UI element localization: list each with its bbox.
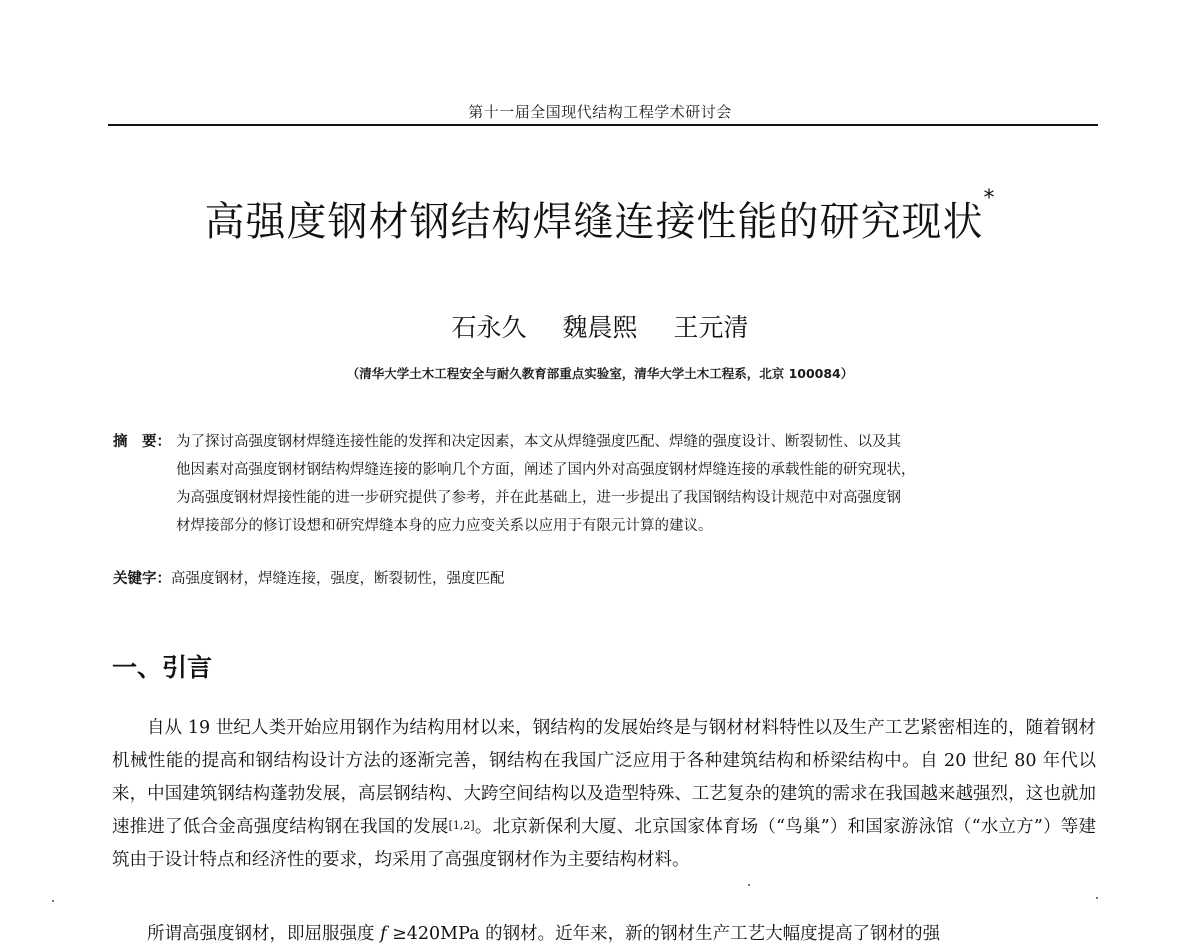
abstract-line: 他因素对高强度钢材钢结构焊缝连接的影响几个方面，阐述了国内外对高强度钢材焊缝连接的承载性能的研究现状， [176,462,916,478]
section-heading: 一、引言 [112,653,213,682]
scan-artifact [1096,897,1098,899]
affiliation: （清华大学土木工程安全与耐久教育部重点实验室，清华大学土木工程系，北京 100084） [346,366,854,381]
paragraph-text: 所谓高强度钢材，即屈服强度 [147,924,381,944]
author-name: 魏晨熙 [562,313,638,342]
paper-title [0,186,1200,247]
body-paragraph [112,712,1096,877]
keywords-value: 高强度钢材，焊缝连接，强度，断裂韧性，强度匹配 [171,571,505,587]
author-name: 石永久 [451,313,527,342]
paragraph-text: 。北京新保利大厦、北京国家体育场（“鸟巢”）和国家游泳馆（“水立方”）等建筑由于设计特点和经济性的要求，均采用了高强度钢材作为主要结构材料。 [112,817,1096,870]
author-list [0,308,1200,344]
math-symbol: f [380,924,387,944]
paper-title-text: 高强度钢材钢结构焊缝连接性能的研究现状 [204,199,984,245]
paragraph-text: 自从 19 世纪人类开始应用钢作为结构用材以来，钢结构的发展始终是与钢材材料特性以及生产工艺紧密相连的，随着钢材机械性能的提高和钢结构设计方法的逐渐完善，钢结构在我国广泛应用于各种建筑结构和桥梁结构中。自 20 世纪 80 年代以来，中国建筑钢结构蓬勃发展，高层钢结构、大跨空间结构以及造型特殊、工艺复杂的建筑的需求在我国越来越强烈，这也就加速推进了低合金高强度结构钢在我国的发展 [112,718,1096,837]
running-header: 第十一届全国现代结构工程学术研讨会 [468,103,732,121]
keywords [113,568,505,590]
scan-artifact [52,900,54,902]
abstract-body [176,428,1095,540]
title-footnote-mark: * [983,186,996,211]
abstract-line: 为了探讨高强度钢材焊缝连接性能的发挥和决定因素，本文从焊缝强度匹配、焊缝的强度设计、断裂韧性、以及其 [176,434,901,450]
abstract [113,428,1095,540]
abstract-label: 摘 要： [113,434,171,450]
abstract-line: 材焊接部分的修订设想和研究焊缝本身的应力应变关系以应用于有限元计算的建议。 [176,518,713,534]
keywords-label: 关键字： [113,571,171,587]
paragraph-text: ≥420MPa 的钢材。近年来，新的钢材生产工艺大幅度提高了钢材的强 [386,924,941,944]
author-name: 王元清 [673,313,749,342]
abstract-line: 为高强度钢材焊接性能的进一步研究提供了参考，并在此基础上，进一步提出了我国钢结构设计规范中对高强度钢 [176,490,901,506]
scan-artifact [748,884,750,886]
body-paragraph [112,918,1096,951]
citation-ref[interactable]: [1,2] [448,819,475,832]
header-rule [108,124,1098,126]
